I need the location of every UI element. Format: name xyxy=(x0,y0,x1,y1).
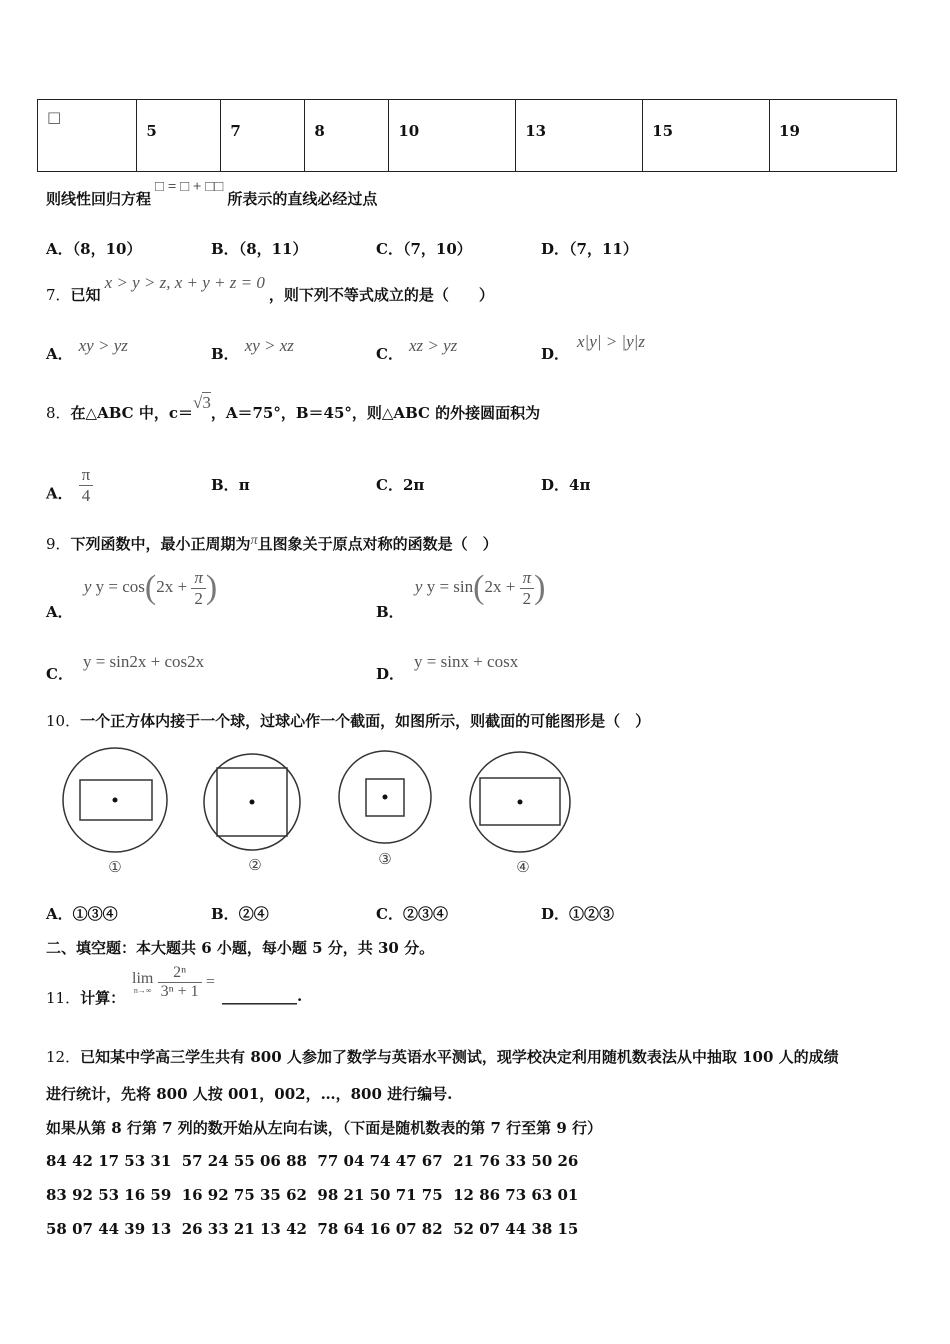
center-dot xyxy=(383,795,388,800)
answer-blank[interactable]: __________. xyxy=(222,987,303,1005)
sphere-cross-section-figure xyxy=(55,742,575,882)
limit-expression: lim n→∞ $\frac{\text{2ⁿ}}{\text{3ⁿ + 1}}$ = xyxy=(132,964,215,1000)
regression-equation: □ = □ + □□ xyxy=(155,179,224,195)
q10-option-d[interactable]: D．①②③ xyxy=(541,905,615,923)
figure-label-2: ② xyxy=(248,856,262,874)
q9-b-formula: y y = sin(2x + $\frac{\pi}{2}$ ) xyxy=(414,568,546,608)
q6-option-d[interactable]: D．（7，11） xyxy=(541,240,638,258)
q8-option-c[interactable]: C．2π xyxy=(376,476,425,494)
random-table-row-9: 58 07 44 39 13 26 33 21 13 42 78 64 16 07 82 52 07 44 38 15 xyxy=(46,1220,579,1238)
q10-option-b[interactable]: B．②④ xyxy=(211,905,269,923)
q9-stem: 9．下列函数中，最小正周期为π且图象关于原点对称的函数是（ ） xyxy=(46,533,498,553)
q6-text: 则线性回归方程□ = □ + □□所表示的直线必经过点 xyxy=(46,179,378,208)
figure-label-1: ① xyxy=(108,858,122,876)
table-row xyxy=(38,100,897,172)
q10-option-c[interactable]: C．②③④ xyxy=(376,905,448,923)
section-heading: 二、填空题：本大题共 6 小题，每小题 5 分，共 30 分。 xyxy=(46,939,435,957)
q10-option-a[interactable]: A．①③④ xyxy=(46,905,118,923)
table-cell: 8 xyxy=(305,100,389,172)
q7-option-a[interactable]: A． xy > yz xyxy=(46,336,128,363)
q6-option-b[interactable]: B．（8，11） xyxy=(211,240,308,258)
data-table xyxy=(37,99,897,172)
q6-option-c[interactable]: C．（7，10） xyxy=(376,240,472,258)
q7-option-c[interactable]: C． xz > yz xyxy=(376,336,458,363)
table-cell: 13 xyxy=(516,100,643,172)
figure-label-3: ③ xyxy=(378,850,392,868)
fraction: $\frac{\pi}{4}$ xyxy=(79,465,94,506)
table-cell-header: □ xyxy=(38,100,137,172)
q11-stem: 11．计算： xyxy=(46,989,126,1007)
q7-option-b[interactable]: B． xy > xz xyxy=(211,336,294,363)
q6-option-a[interactable]: A．（8，10） xyxy=(46,240,142,258)
q8-stem: 8．在△ABC 中，c＝√3，A＝75°，B＝45°，则△ABC 的外接圆面积为 xyxy=(46,393,541,422)
q9-option-b[interactable]: B． y y = sin(2x + $\frac{\pi}{2}$ ) xyxy=(376,568,546,622)
q8-option-b[interactable]: B．π xyxy=(211,476,250,494)
q9-option-d[interactable]: D．y = sinx + cosx xyxy=(376,652,519,683)
q8-option-a[interactable]: A． $\frac{\pi}{4}$ xyxy=(46,474,93,515)
center-dot xyxy=(113,798,118,803)
random-table-row-8: 83 92 53 16 59 16 92 75 35 62 98 21 50 71 75 12 86 73 63 01 xyxy=(46,1186,579,1204)
table-cell: 19 xyxy=(770,100,897,172)
q7-stem: 7．已知x > y > z, x + y + z = 0，则下列不等式成立的是（ ） xyxy=(46,273,494,304)
random-table-row-7: 84 42 17 53 31 57 24 55 06 88 77 04 74 47 67 21 76 33 50 26 xyxy=(46,1152,579,1170)
q12-line-1: 12．已知某中学高三学生共有 800 人参加了数学与英语水平测试，现学校决定利用随机数表法从中抽取 100 人的成绩 xyxy=(46,1048,839,1066)
q7-condition: x > y > z, x + y + z = 0 xyxy=(104,273,265,292)
q10-stem: 10．一个正方体内接于一个球，过球心作一个截面，如图所示，则截面的可能图形是（ ） xyxy=(46,712,651,730)
sqrt-symbol: √3 xyxy=(192,393,211,412)
table-cell: 10 xyxy=(389,100,516,172)
q8-option-d[interactable]: D．4π xyxy=(541,476,591,494)
figure-label-4: ④ xyxy=(516,858,530,876)
q9-a-formula: y y = cos(2x + $\frac{\pi}{2}$ ) xyxy=(83,568,218,608)
q9-option-a[interactable]: A． y y = cos(2x + $\frac{\pi}{2}$ ) xyxy=(46,568,218,622)
table-cell: 15 xyxy=(643,100,770,172)
q7-option-d[interactable]: D．x|y| > |y|z xyxy=(541,332,645,363)
q12-line-3: 如果从第 8 行第 7 列的数开始从左向右读，（下面是随机数表的第 7 行至第 9 行） xyxy=(46,1119,603,1137)
table-cell: 7 xyxy=(221,100,305,172)
q12-line-2: 进行统计，先将 800 人按 001，002，…，800 进行编号. xyxy=(46,1085,453,1103)
center-dot xyxy=(518,800,523,805)
q9-option-c[interactable]: C．y = sin2x + cos2x xyxy=(46,652,205,683)
table-cell: 5 xyxy=(137,100,221,172)
center-dot xyxy=(250,800,255,805)
